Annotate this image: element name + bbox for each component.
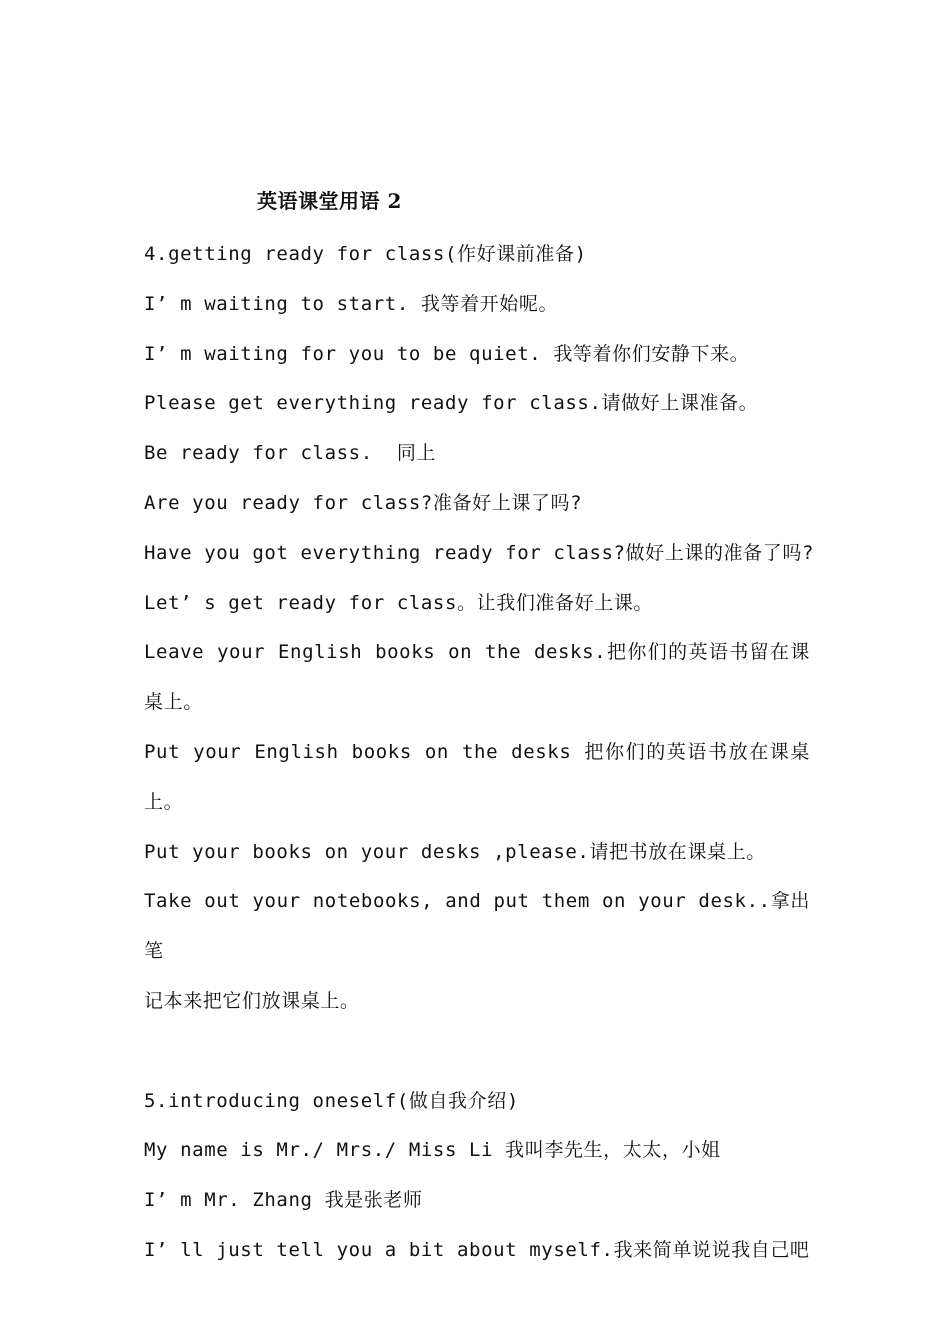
- document-body: [144, 230, 814, 1276]
- section-heading-getting-ready: 4.getting ready for class(作好课前准备): [144, 243, 587, 265]
- phrase-line: Are you ready for class?准备好上课了吗?: [144, 491, 583, 514]
- phrase-line: I’ ll just tell you a bit about myself.我来简单说说我自己吧: [144, 1238, 810, 1261]
- phrase-line: My name is Mr./ Mrs./ Miss Li 我叫李先生，太太，小姐: [144, 1139, 721, 1162]
- phrase-line: Leave your English books on the desks.把你们的英语书留在课: [144, 641, 810, 664]
- phrase-line: Put your English books on the desks 把你们的英语书放在课桌: [144, 740, 810, 763]
- section-heading-introducing-oneself: 5.introducing oneself(做自我介绍): [144, 1089, 519, 1112]
- phrase-line: I’ m waiting for you to be quiet. 我等着你们安静下来。: [144, 342, 750, 365]
- phrase-line-continued: 桌上。: [144, 691, 203, 714]
- phrase-line: Please get everything ready for class.请做好上课准备。: [144, 392, 759, 415]
- phrase-line: Put your books on your desks ,please.请把书放在课桌上。: [144, 840, 766, 863]
- phrase-line: Be ready for class. 同上: [144, 442, 437, 465]
- phrase-line: Take out your notebooks, and put them on your desk..拿出笔: [144, 890, 810, 963]
- document-title: 英语课堂用语 2: [257, 189, 402, 213]
- phrase-line: Let’ s get ready for class。让我们准备好上课。: [144, 591, 654, 614]
- phrase-line-continued: 上。: [144, 790, 184, 813]
- phrase-line: I’ m waiting to start. 我等着开始呢。: [144, 292, 559, 315]
- section-spacer: [144, 1027, 810, 1077]
- phrase-line-continued: 记本来把它们放课桌上。: [144, 989, 360, 1012]
- phrase-line: Have you got everything ready for class?做好上课的准备了吗?: [144, 541, 814, 564]
- phrase-line: I’ m Mr. Zhang 我是张老师: [144, 1189, 423, 1212]
